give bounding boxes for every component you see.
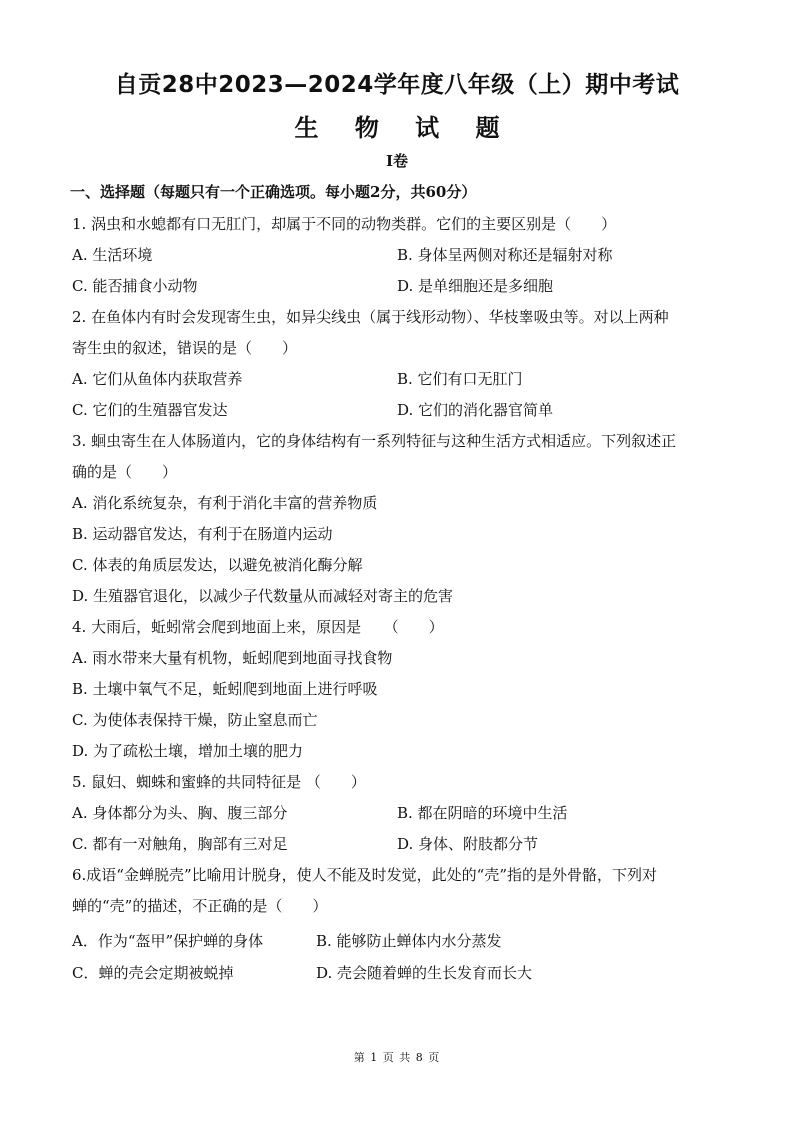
question-2-option-a: A. 它们从鱼体内获取营养 bbox=[72, 370, 243, 388]
subject-title bbox=[0, 108, 794, 143]
question-6-stem-line-1: 6.成语“金蝉脱壳”比喻用计脱身，使人不能及时发觉，此处的“壳”指的是外骨骼，下列对 bbox=[72, 866, 657, 884]
question-3-option-b: B. 运动器官发达，有利于在肠道内运动 bbox=[72, 525, 333, 543]
subject-char: 生 bbox=[294, 114, 319, 142]
question-4-option-a: A. 雨水带来大量有机物，蚯蚓爬到地面寻找食物 bbox=[72, 649, 393, 667]
question-5-option-c: C. 都有一对触角，胸部有三对足 bbox=[72, 835, 288, 853]
question-1-option-a: A. 生活环境 bbox=[72, 246, 153, 264]
question-3-stem-line-1: 3. 蛔虫寄生在人体肠道内，它的身体结构有一系列特征与这种生活方式相适应。下列叙述正 bbox=[72, 432, 677, 450]
section-heading: 一、选择题（每题只有一个正确选项。每小题2分，共60分） bbox=[70, 183, 477, 201]
question-5-option-d: D. 身体、附肢都分节 bbox=[397, 835, 539, 853]
question-4-option-d: D. 为了疏松土壤，增加土壤的肥力 bbox=[72, 742, 304, 760]
question-3-stem-line-2: 确的是（ ） bbox=[72, 463, 178, 481]
question-3-option-c: C. 体表的角质层发达，以避免被消化酶分解 bbox=[72, 556, 363, 574]
page-footer: 第 1 页 共 8 页 bbox=[353, 1051, 441, 1064]
question-4-option-c: C. 为使体表保持干燥，防止窒息而亡 bbox=[72, 711, 318, 729]
exam-title: 自贡28中2023—2024学年度八年级（上）期中考试 bbox=[114, 72, 680, 98]
question-2-stem-line-2: 寄生虫的叙述，错误的是（ ） bbox=[72, 339, 298, 357]
question-6-option-b: B. 能够防止蝉体内水分蒸发 bbox=[316, 932, 502, 950]
question-6-option-d: D. 壳会随着蝉的生长发育而长大 bbox=[316, 964, 533, 982]
question-2-option-c: C. 它们的生殖器官发达 bbox=[72, 401, 228, 419]
question-4-stem: 4. 大雨后，蚯蚓常会爬到地面上来，原因是 （ ） bbox=[72, 618, 444, 636]
volume-label: Ⅰ卷 bbox=[385, 152, 409, 170]
question-1-option-c: C. 能否捕食小动物 bbox=[72, 277, 198, 295]
question-6-option-c: C．蝉的壳会定期被蜕掉 bbox=[72, 964, 234, 982]
question-5-option-b: B. 都在阴暗的环境中生活 bbox=[397, 804, 568, 822]
question-2-option-b: B. 它们有口无肛门 bbox=[397, 370, 523, 388]
question-1-option-d: D. 是单细胞还是多细胞 bbox=[397, 277, 554, 295]
subject-char: 试 bbox=[415, 114, 440, 142]
question-4-option-b: B. 土壤中氧气不足，蚯蚓爬到地面上进行呼吸 bbox=[72, 680, 378, 698]
question-3-option-d: D. 生殖器官退化，以减少子代数量从而减轻对寄主的危害 bbox=[72, 587, 454, 605]
question-6-stem-line-2: 蝉的“壳”的描述，不正确的是（ ） bbox=[72, 897, 328, 915]
subject-char: 物 bbox=[354, 114, 379, 142]
question-1-option-b: B. 身体呈两侧对称还是辐射对称 bbox=[397, 246, 613, 264]
subject-char: 题 bbox=[475, 114, 500, 142]
question-1-stem: 1. 涡虫和水螅都有口无肛门，却属于不同的动物类群。它们的主要区别是（ ） bbox=[72, 215, 617, 233]
question-6-option-a: A．作为“盔甲”保护蝉的身体 bbox=[72, 932, 264, 950]
question-2-stem-line-1: 2. 在鱼体内有时会发现寄生虫，如异尖线虫（属于线形动物）、华枝睾吸虫等。对以上两种 bbox=[72, 308, 669, 326]
question-3-option-a: A. 消化系统复杂，有利于消化丰富的营养物质 bbox=[72, 494, 378, 512]
question-2-option-d: D. 它们的消化器官简单 bbox=[397, 401, 554, 419]
question-5-option-a: A. 身体都分为头、胸、腹三部分 bbox=[72, 804, 288, 822]
question-5-stem: 5. 鼠妇、蜘蛛和蜜蜂的共同特征是 （ ） bbox=[72, 773, 366, 791]
